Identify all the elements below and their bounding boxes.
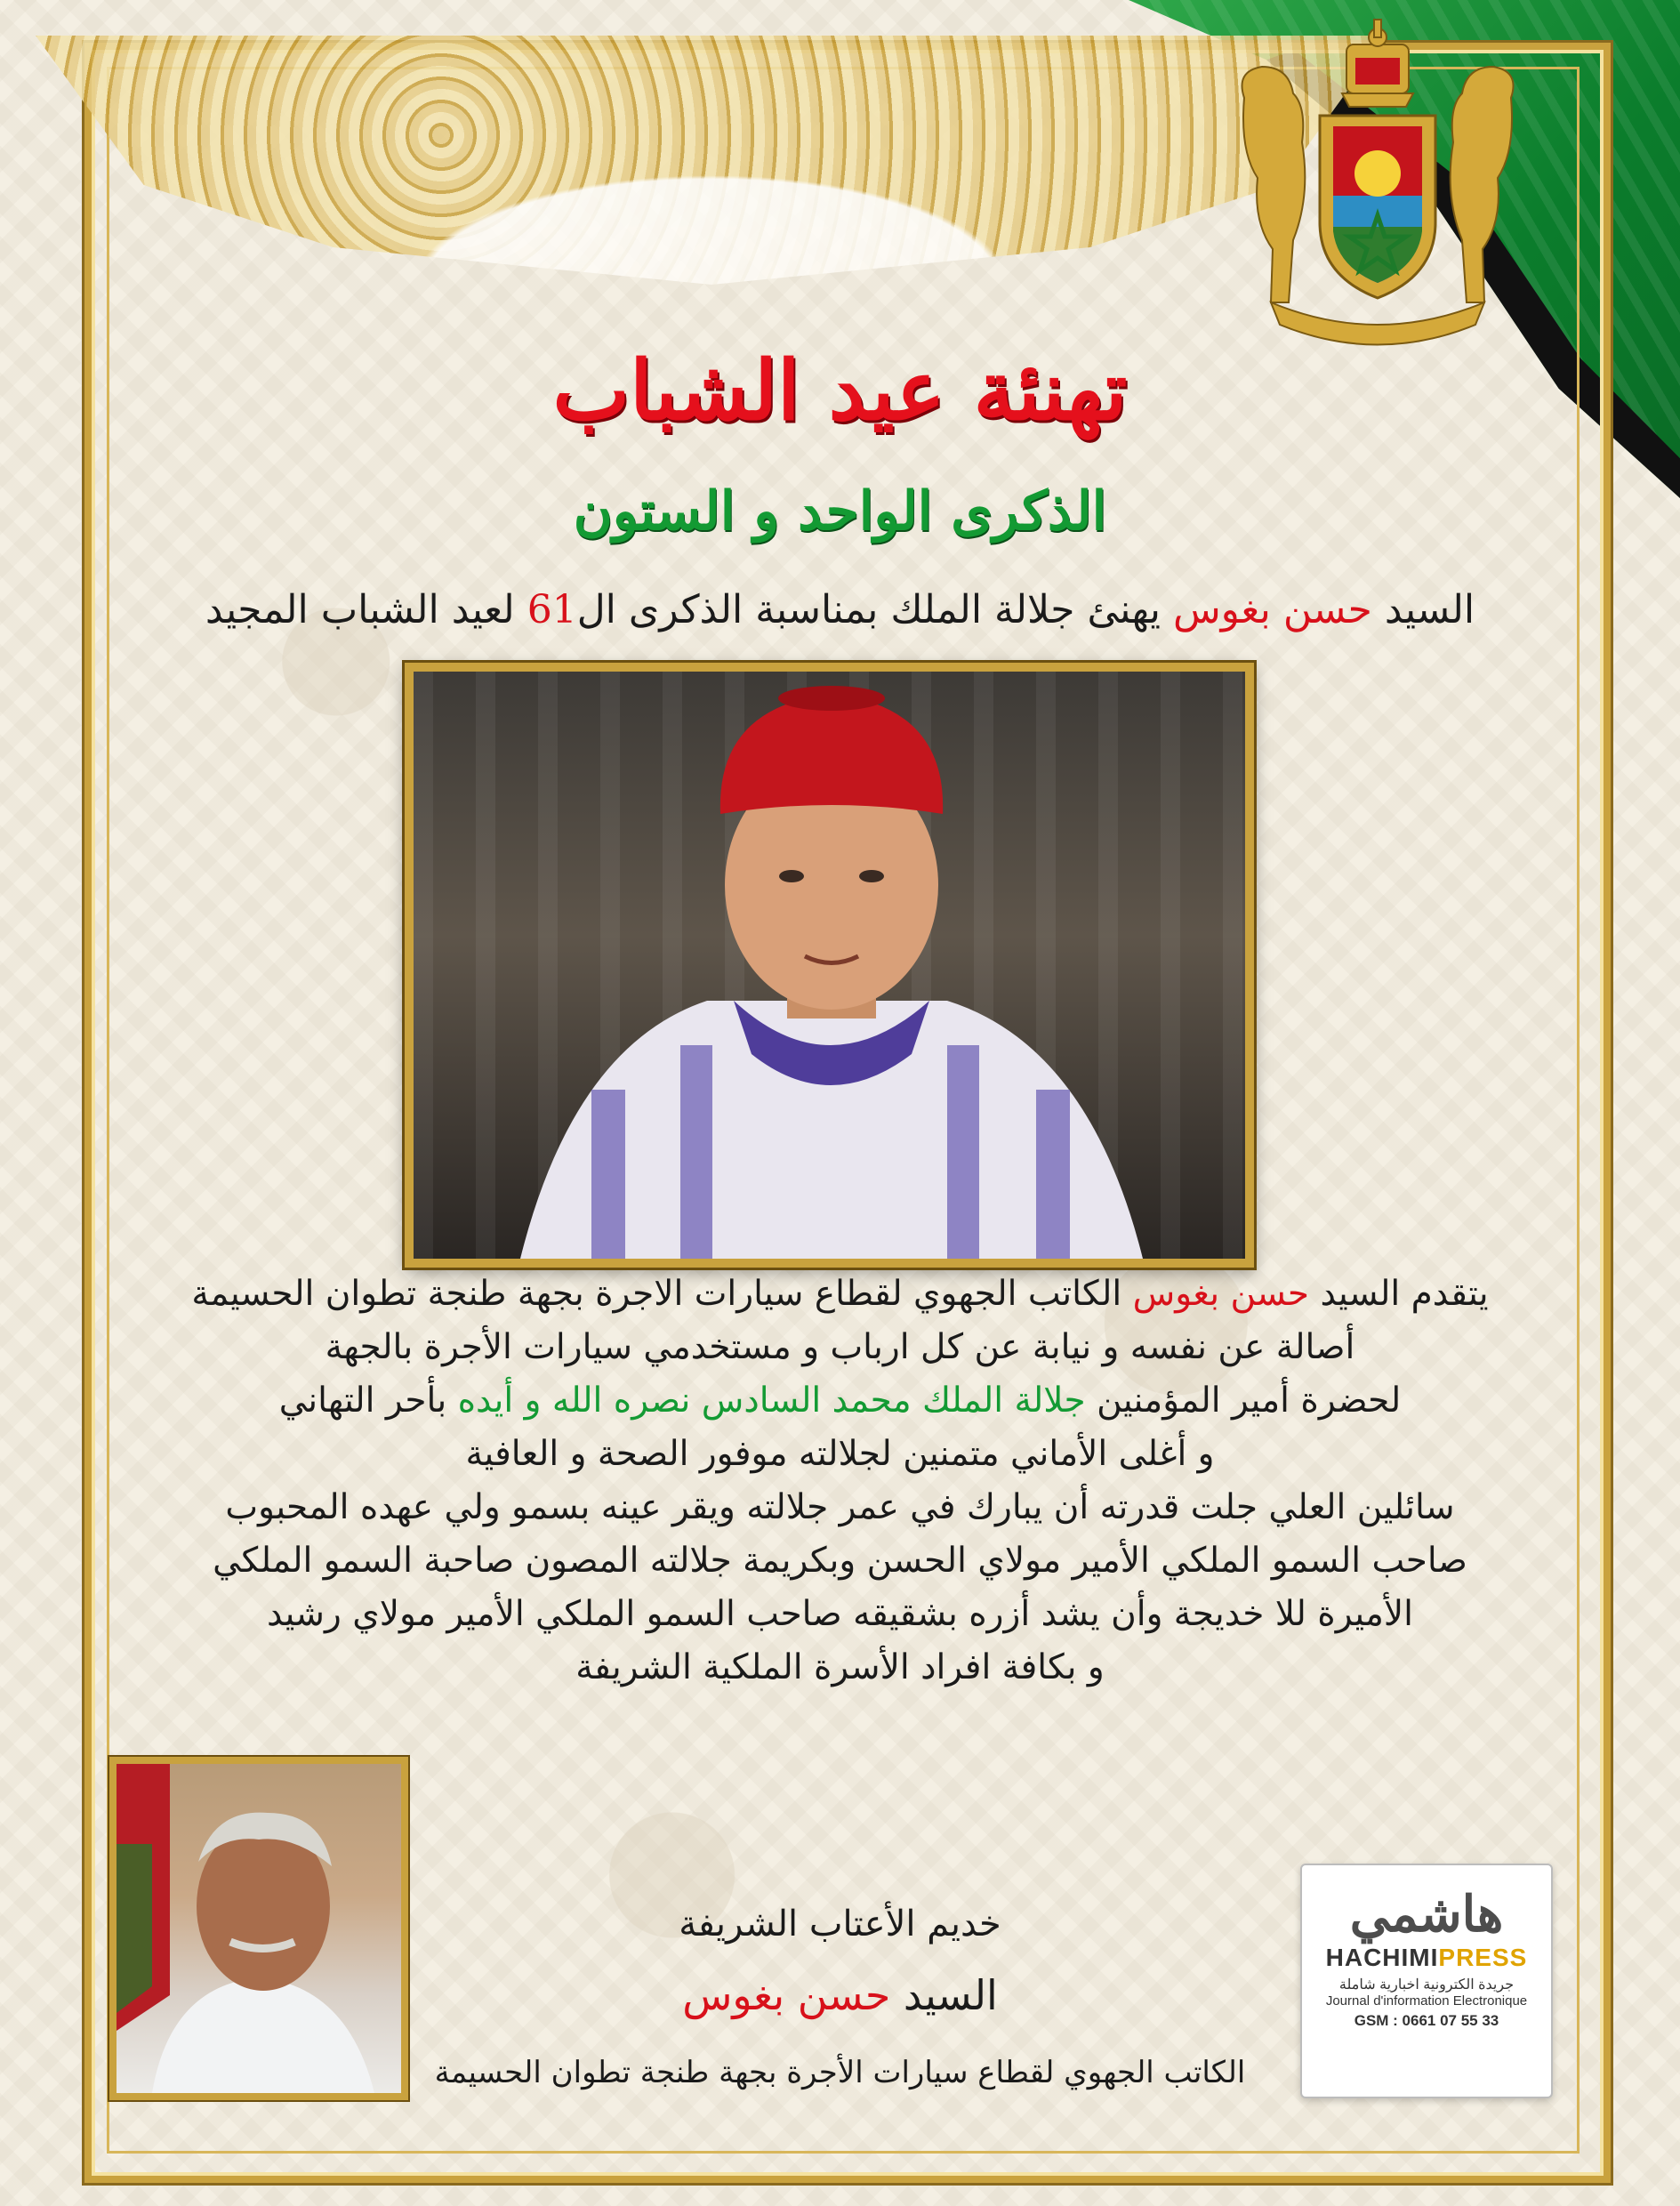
page-title: تهنئة عيد الشباب [552,342,1128,439]
body-line-2: أصالة عن نفسه و نيابة عن كل ارباب و مستخدمي سيارات الأجرة بالجهة [325,1327,1355,1367]
body-line-5: سائلين العلي جلت قدرته أن يبارك في عمر جلالته ويقر عينه بسمو ولي عهده المحبوب [225,1487,1455,1527]
greeting-name: حسن بغوس [1172,587,1372,632]
congratulation-body [178,1268,1502,1695]
royal-coat-of-arms-icon [1209,18,1547,365]
greeting-prefix: السيد [1384,587,1475,632]
greeting-number: 61 [527,587,577,632]
press-tagline-ar: جريدة الكترونية اخبارية شاملة [1338,1977,1515,1993]
body-line-3-prefix: لحضرة أمير المؤمنين [1097,1381,1402,1421]
body-line-3 [178,1374,1502,1428]
signature-name-line [418,1971,1262,2019]
body-line-7: الأميرة للا خديجة وأن يشد أزره بشقيقه صاحب السمو الملكي الأمير مولاي رشيد [267,1594,1413,1634]
body-line-3-suffix: بأحر التهاني [278,1381,447,1421]
press-tagline-fr: Journal d'information Electronique [1325,1993,1528,2009]
body-line-8: و بكافة افراد الأسرة الملكية الشريفة [575,1647,1105,1687]
signature-role: الكاتب الجهوي لقطاع سيارات الأجرة بجهة طنجة تطوان الحسيمة [434,2055,1246,2090]
signature-title: خديم الأعتاب الشريفة [679,1904,1001,1944]
press-gsm: GSM : 0661 07 55 33 [1354,2012,1499,2029]
body-line-1-name: حسن بغوس [1132,1274,1310,1314]
press-mark: هاشمي [1349,1886,1504,1942]
body-line-1-suffix: الكاتب الجهوي لقطاع سيارات الاجرة بجهة طنجة تطوان الحسيمة [191,1274,1122,1314]
sender-portrait [109,1757,408,2100]
signature-prefix: السيد [903,1971,998,2019]
body-line-6: صاحب السمو الملكي الأمير مولاي الحسن وبكريمة جلالته المصون صاحبة السمو الملكي [213,1541,1467,1581]
body-line-1 [178,1268,1502,1321]
greeting-middle: يهنئ جلالة الملك بمناسبة الذكرى ال [576,587,1161,632]
press-name-part2: PRESS [1438,1944,1528,1971]
king-portrait [405,663,1254,1268]
hachimi-press-logo-icon [1300,1864,1553,2098]
greeting-suffix: لعيد الشباب المجيد [205,587,515,632]
body-line-4: و أغلى الأماني متمنين لجلالته موفور الصحة و العافية [465,1434,1215,1474]
press-name [1302,1944,1551,1972]
press-name-part1: HACHIMI [1325,1944,1439,1971]
signature-name: حسن بغوس [682,1971,891,2019]
body-line-1-prefix: يتقدم السيد [1320,1274,1489,1314]
body-line-3-highlight: جلالة الملك محمد السادس نصره الله و أيده [457,1381,1086,1421]
greeting-line [0,587,1680,632]
page-subtitle: الذكرى الواحد و الستون [573,480,1107,543]
signature-block [418,1904,1262,2090]
